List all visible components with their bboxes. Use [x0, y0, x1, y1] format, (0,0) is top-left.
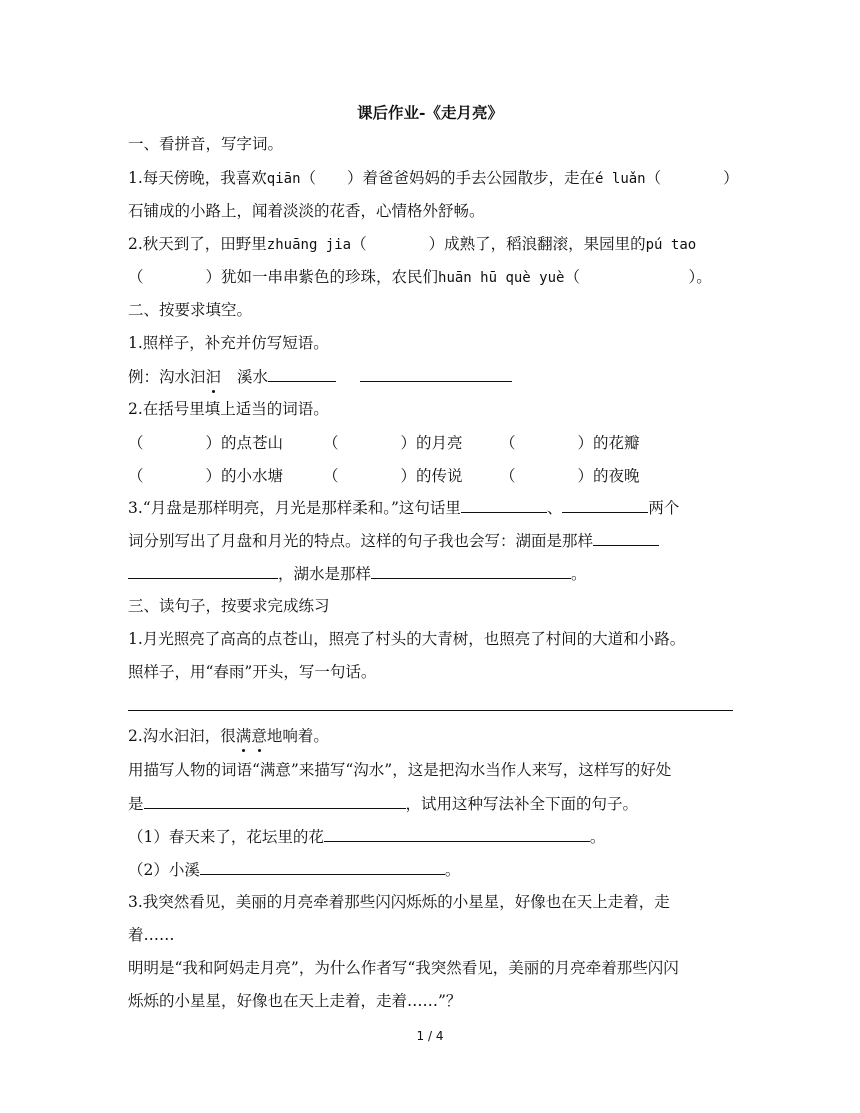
- sub2-end: 。: [444, 861, 461, 879]
- s3-q2-line1: [128, 726, 329, 746]
- s2-q3-text-b: 两个: [648, 499, 680, 517]
- s2-q3-line3-end: 。: [571, 565, 587, 583]
- s3-q1-line2: 照样子，用“春雨”开头，写一句话。: [128, 663, 377, 681]
- dotted-char: 意: [251, 727, 267, 745]
- s2-q1: 1.照样子，补充并仿写短语。: [128, 334, 329, 352]
- s3-q2-sub1: [128, 826, 605, 847]
- sub1-text: （1）春天来了，花坛里的花: [128, 828, 324, 846]
- s3-q2-line2: 用描写人物的词语“满意”来描写“沟水”，这是把沟水当作人来写，这样写的好处: [128, 761, 672, 779]
- page-title: 课后作业-《走月亮》: [357, 103, 503, 122]
- page-number: 1 / 4: [416, 1029, 444, 1043]
- s2-q3-line3-mid: ，湖水是那样: [278, 565, 372, 583]
- blank-phrase: （ ）的花瓣: [500, 434, 640, 452]
- answer-blank[interactable]: [128, 563, 278, 579]
- s2-q2: 2.在括号里填上适当的词语。: [128, 400, 329, 418]
- s1-q1-text-c: （ ）: [645, 169, 739, 187]
- answer-blank[interactable]: [461, 497, 547, 513]
- s2-q3-line2: [128, 530, 659, 551]
- s1-q2-text-a: 2.秋天到了，田野里: [128, 235, 267, 253]
- example-label: 例：沟水汩: [128, 368, 206, 386]
- s1-q1-line2: 石铺成的小路上，闻着淡淡的花香，心情格外舒畅。: [128, 202, 485, 220]
- sub1-end: 。: [589, 828, 606, 846]
- pinyin-eluan: é luǎn: [595, 171, 646, 187]
- section3-heading: 三、读句子，按要求完成练习: [128, 597, 330, 615]
- pinyin-zhuangjia: zhuāng jia: [266, 237, 352, 253]
- s2-q3-line1: [128, 497, 679, 518]
- s3-q2-line3: [128, 793, 638, 814]
- s3-q2-sub2: [128, 859, 460, 880]
- pinyin-huanhuqueyue: huān hū què yuè: [438, 270, 565, 286]
- s3-q2-post: 地响着。: [266, 727, 329, 745]
- s1-q2-line2-text-a: （ ）犹如一串串紫色的珍珠，农民们: [128, 268, 439, 286]
- example-dotted-char: 汩: [205, 368, 222, 386]
- s3-q3-line2: 着……: [128, 926, 175, 944]
- answer-blank[interactable]: [144, 793, 406, 809]
- blank-phrase: （ ）的小水塘: [128, 467, 284, 485]
- blank-phrase: （ ）的夜晚: [500, 467, 640, 485]
- s2-q3-sep: 、: [546, 499, 563, 517]
- s2-q3-text-a: 3.“月盘是那样明亮，月光是那样柔和。”这句话里: [128, 499, 461, 517]
- s3-q2-pre: 2.沟水汩汩，很: [128, 727, 236, 745]
- answer-blank[interactable]: [360, 366, 512, 382]
- s1-q1-text-a: 1.每天傍晚，我喜欢: [128, 169, 267, 187]
- answer-blank[interactable]: [593, 530, 659, 546]
- s3-q3-line4: 烁烁的小星星，好像也在天上走着，走着……”？: [128, 992, 462, 1010]
- s2-q3-line2-text: 词分别写出了月盘和月光的特点。这样的句子我也会写：湖面是那样: [128, 532, 594, 550]
- s2-q3-line3: [128, 563, 587, 584]
- example-word: 溪水: [237, 368, 269, 386]
- s3-q2-line3-b: ，试用这种写法补全下面的句子。: [405, 795, 639, 813]
- section2-heading: 二、按要求填空。: [128, 301, 253, 319]
- pinyin-qian: qiān: [266, 171, 301, 187]
- s1-q1-line1: [128, 168, 739, 189]
- section1-heading: 一、看拼音，写字词。: [128, 135, 284, 153]
- blank-phrase: （ ）的传说: [323, 467, 463, 485]
- dotted-char: 满: [235, 727, 252, 745]
- s1-q1-text-b: （ ）着爸爸妈妈的手去公园散步，走在: [300, 169, 596, 187]
- answer-blank[interactable]: [562, 497, 648, 513]
- pinyin-putao: pú tao: [645, 237, 697, 253]
- s2-example-line: [128, 366, 512, 387]
- s3-q3-line1: 3.我突然看见，美丽的月亮牵着那些闪闪烁烁的小星星，好像也在天上走着，走: [128, 893, 670, 911]
- s3-q2-line3-a: 是: [128, 795, 144, 813]
- blank-phrase: （ ）的月亮: [323, 434, 463, 452]
- answer-blank[interactable]: [268, 366, 336, 382]
- answer-line[interactable]: [128, 710, 733, 711]
- s1-q2-line1: [128, 234, 696, 255]
- s1-q2-text-b: （ ）成熟了，稻浪翻滚，果园里的: [351, 235, 646, 253]
- answer-blank[interactable]: [324, 826, 590, 842]
- s3-q1-line1: 1.月光照亮了高高的点苍山，照亮了村头的大青树，也照亮了村间的大道和小路。: [128, 630, 686, 648]
- s1-q2-line2-text-b: （ ）。: [564, 268, 712, 286]
- answer-blank[interactable]: [200, 859, 445, 875]
- answer-blank[interactable]: [371, 563, 571, 579]
- s3-q3-line3: 明明是“我和阿妈走月亮”，为什么作者写“我突然看见，美丽的月亮牵着那些闪闪: [128, 959, 679, 977]
- s1-q2-line2: [128, 267, 712, 288]
- sub2-text: （2）小溪: [128, 861, 200, 879]
- blank-phrase: （ ）的点苍山: [128, 434, 284, 452]
